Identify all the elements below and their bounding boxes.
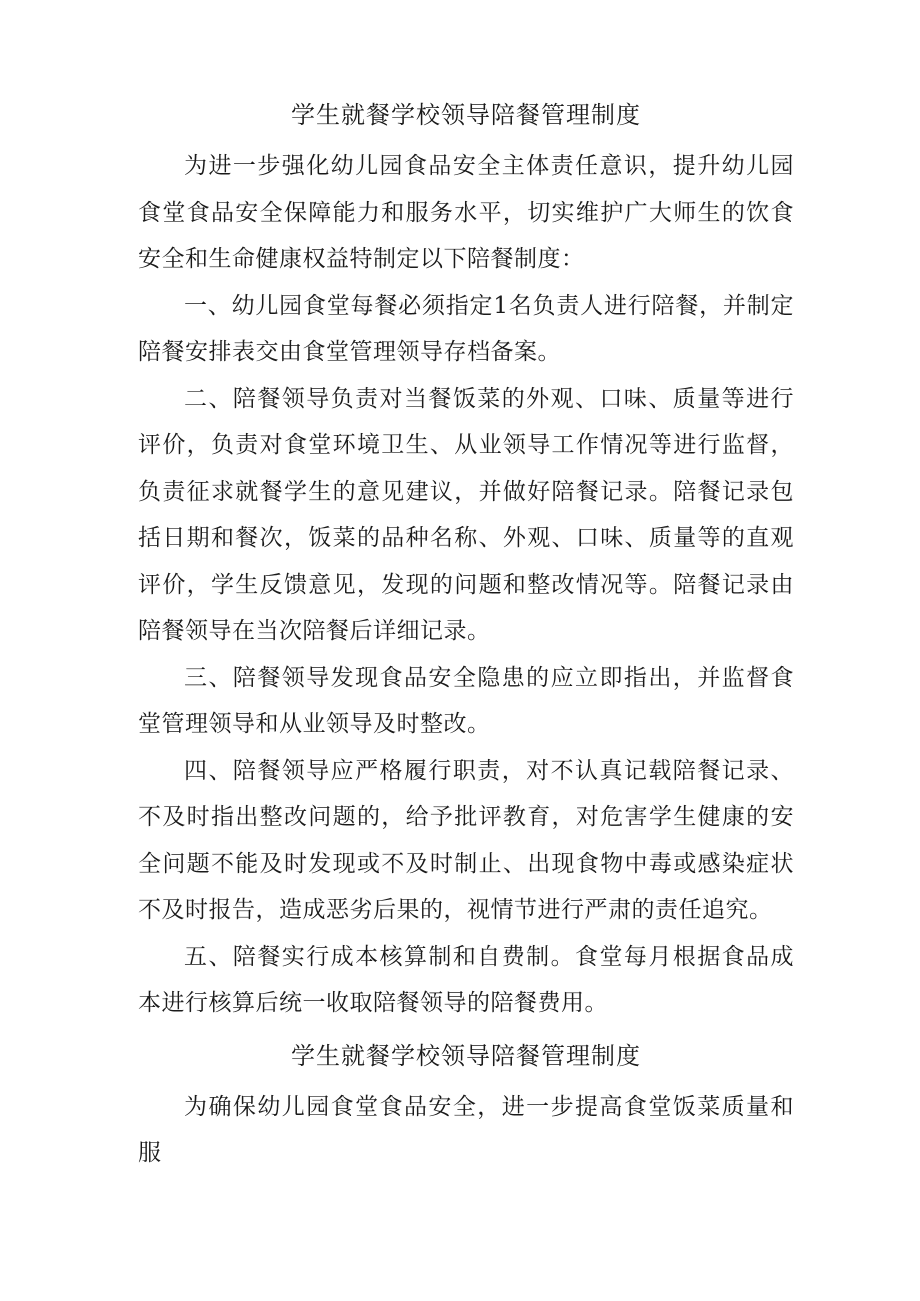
intro-paragraph: 为进一步强化幼儿园食品安全主体责任意识，提升幼儿园食堂食品安全保障能力和服务水平，切实维护广大师生的饮食安全和生命健康权益特制定以下陪餐制度：: [138, 153, 794, 272]
rule-5-paragraph: 五、陪餐实行成本核算制和自费制。食堂每月根据食品成本进行核算后统一收取陪餐领导的陪餐费用。: [138, 943, 794, 1016]
rule-3-paragraph: 三、陪餐领导发现食品安全隐患的应立即指出，并监督食堂管理领导和从业领导及时整改。: [138, 664, 794, 737]
document-page: [138, 100, 794, 1177]
second-document-title: 学生就餐学校领导陪餐管理制度: [291, 1041, 641, 1070]
document-title: 学生就餐学校领导陪餐管理制度: [291, 101, 641, 129]
second-intro-paragraph: 为确保幼儿园食堂食品安全，进一步提高食堂饭菜质量和服: [138, 1093, 794, 1166]
rule-2-paragraph: 二、陪餐领导负责对当餐饭菜的外观、口味、质量等进行评价，负责对食堂环境卫生、从业领导工作情况等进行监督，负责征求就餐学生的意见建议，并做好陪餐记录。陪餐记录包括日期和餐次，饭菜的品种名称、外观、口味、质量等的直观评价，学生反馈意见，发现的问题和整改情况等。陪餐记录由陪餐领导在当次陪餐后详细记录。: [138, 385, 794, 644]
rule-4-paragraph: 四、陪餐领导应严格履行职责，对不认真记载陪餐记录、不及时指出整改问题的，给予批评教育，对危害学生健康的安全问题不能及时发现或不及时制止、出现食物中毒或感染症状不及时报告，造成恶劣后果的，视情节进行严肃的责任追究。: [138, 757, 794, 923]
rule-1-paragraph: 一、幼儿园食堂每餐必须指定1名负责人进行陪餐，并制定陪餐安排表交由食堂管理领导存档备案。: [138, 292, 794, 365]
